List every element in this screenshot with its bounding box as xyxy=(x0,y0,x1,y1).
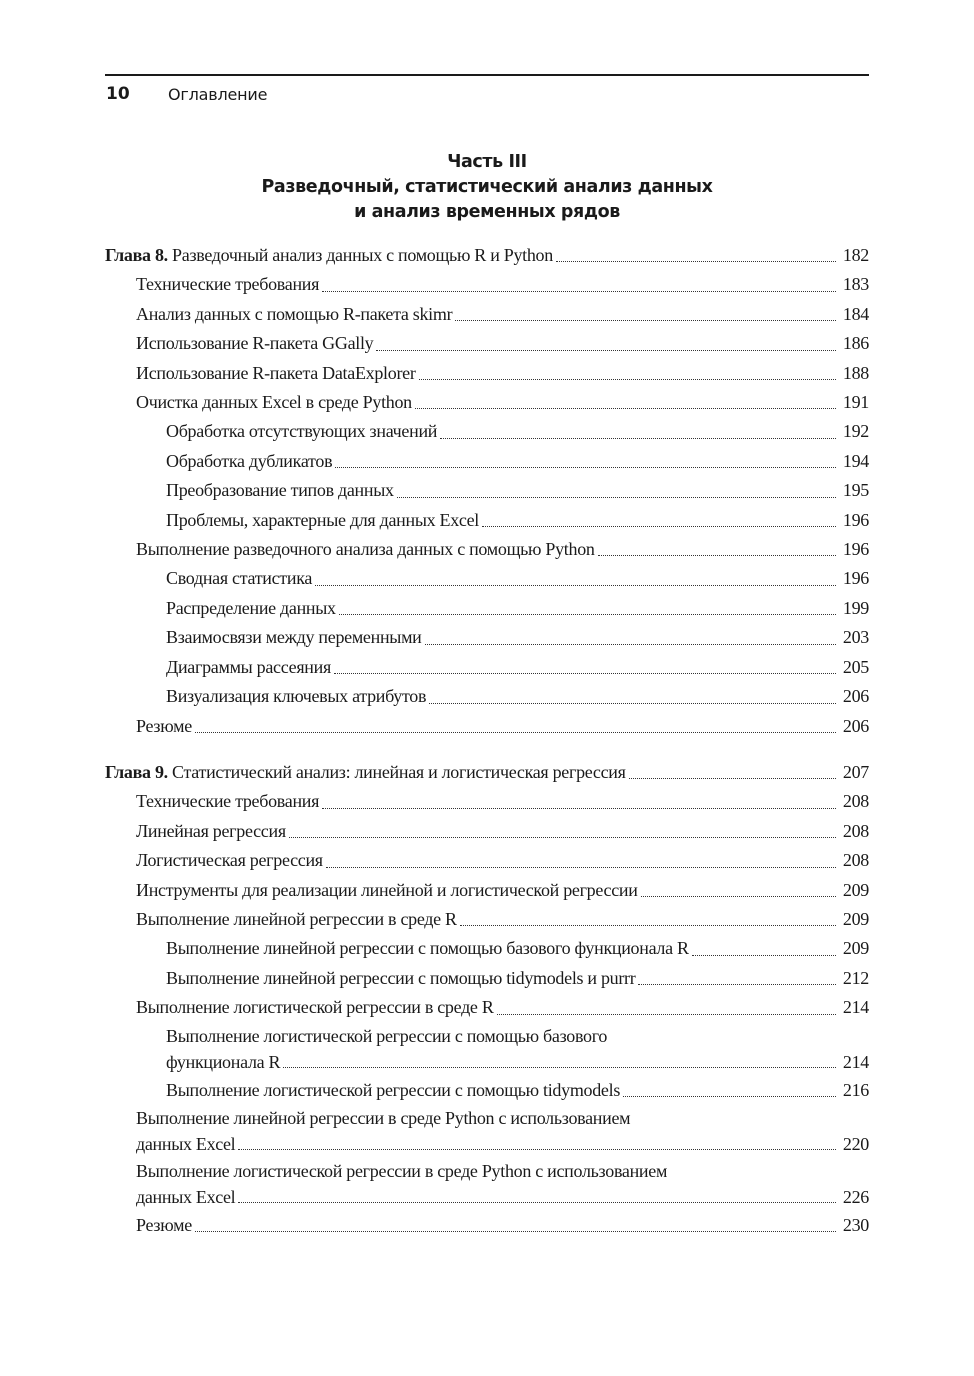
entry-text: Технические требования xyxy=(136,787,320,816)
toc-chapter-entry[interactable] xyxy=(105,758,869,787)
toc-entry[interactable] xyxy=(105,329,869,358)
page-ref: 209 xyxy=(842,908,869,929)
chapter-title-text: Разведочный анализ данных с помощью R и Python xyxy=(172,245,553,265)
chapter-title xyxy=(105,758,627,787)
entry-second-line xyxy=(136,1184,869,1211)
entry-text: Линейная регрессия xyxy=(136,817,287,846)
toc-entry[interactable] xyxy=(105,905,869,934)
entry-text: Выполнение разведочного анализа данных с помощью Python xyxy=(136,535,596,564)
entry-text: Сводная статистика xyxy=(166,564,313,593)
entry-text: Резюме xyxy=(136,712,193,741)
toc-entry[interactable] xyxy=(105,359,869,388)
entry-text: Очистка данных Excel в среде Python xyxy=(136,388,413,417)
entry-text: Диаграммы рассеяния xyxy=(166,653,332,682)
running-title: Оглавление xyxy=(168,84,268,104)
dot-leader xyxy=(376,329,836,358)
dot-leader xyxy=(497,993,836,1022)
dot-leader xyxy=(322,787,836,816)
entry-second-line xyxy=(136,1131,869,1158)
dot-leader xyxy=(556,241,836,270)
page-ref: 196 xyxy=(842,568,869,589)
toc-chapter-entry[interactable] xyxy=(105,241,869,270)
toc-entry[interactable] xyxy=(105,682,869,711)
entry-text: Выполнение линейной регрессии с помощью базового функционала R xyxy=(166,934,690,963)
entry-second-line xyxy=(166,1049,869,1076)
entry-text: Выполнение логистической регрессии с помощью tidymodels xyxy=(166,1076,621,1105)
entry-text: Резюме xyxy=(136,1211,193,1240)
dot-leader xyxy=(339,594,836,623)
toc-entry[interactable] xyxy=(105,876,869,905)
page-ref: 195 xyxy=(842,480,869,501)
dot-leader xyxy=(440,417,836,446)
page-ref: 188 xyxy=(842,362,869,383)
toc-entry[interactable] xyxy=(105,817,869,846)
running-head xyxy=(106,82,267,106)
entry-text-line-2: функционала R xyxy=(166,1049,281,1076)
dot-leader xyxy=(460,905,836,934)
toc-entry[interactable] xyxy=(105,1023,869,1076)
part-label: Часть III xyxy=(447,152,527,172)
dot-leader xyxy=(629,758,836,787)
dot-leader xyxy=(322,270,836,299)
page-ref: 183 xyxy=(842,274,869,295)
toc-entry[interactable] xyxy=(105,535,869,564)
toc-entry[interactable] xyxy=(105,993,869,1022)
page-ref: 208 xyxy=(842,850,869,871)
toc-entry[interactable] xyxy=(105,623,869,652)
dot-leader xyxy=(238,1131,836,1158)
entry-text-line-1: Выполнение логистической регрессии с помощью базового xyxy=(166,1025,608,1046)
page-ref: 196 xyxy=(842,539,869,560)
toc-entry[interactable] xyxy=(105,388,869,417)
page-ref: 206 xyxy=(842,686,869,707)
entry-text-line-2: данных Excel xyxy=(136,1184,236,1211)
dot-leader xyxy=(425,623,837,652)
page-ref: 207 xyxy=(842,761,869,782)
page-ref: 206 xyxy=(842,715,869,736)
dot-leader xyxy=(692,934,836,963)
dot-leader xyxy=(335,447,836,476)
entry-text: Использование R-пакета GGally xyxy=(136,329,374,358)
entry-text-line-2: данных Excel xyxy=(136,1131,236,1158)
toc-entry[interactable] xyxy=(105,1076,869,1105)
part-title-line-1: Разведочный, статистический анализ данных xyxy=(261,177,713,197)
dot-leader xyxy=(429,682,836,711)
page-ref: 186 xyxy=(842,333,869,354)
page-ref: 199 xyxy=(842,597,869,618)
entry-text: Взаимосвязи между переменными xyxy=(166,623,423,652)
entry-text: Технические требования xyxy=(136,270,320,299)
page-ref: 208 xyxy=(842,820,869,841)
toc-entry[interactable] xyxy=(105,594,869,623)
dot-leader xyxy=(326,846,836,875)
entry-text: Инструменты для реализации линейной и логистической регрессии xyxy=(136,876,639,905)
toc-entry[interactable] xyxy=(105,934,869,963)
toc-entry[interactable] xyxy=(105,846,869,875)
entry-text: Выполнение линейной регрессии с помощью tidymodels и purrr xyxy=(166,964,636,993)
entry-text-line-1: Выполнение линейной регрессии в среде Python с использованием xyxy=(136,1107,631,1128)
chapter-title-text: Статистический анализ: линейная и логистическая регрессия xyxy=(172,761,626,782)
dot-leader xyxy=(238,1184,836,1211)
page-ref: 230 xyxy=(842,1214,869,1235)
dot-leader xyxy=(195,1211,836,1240)
toc-entry[interactable] xyxy=(105,506,869,535)
dot-leader xyxy=(638,964,836,993)
toc-entry[interactable] xyxy=(105,964,869,993)
entry-text: Использование R-пакета DataExplorer xyxy=(136,359,417,388)
entry-text: Выполнение логистической регрессии в среде R xyxy=(136,993,495,1022)
page-ref: 226 xyxy=(842,1186,869,1207)
entry-text: Обработка отсутствующих значений xyxy=(166,417,438,446)
dot-leader xyxy=(397,476,836,505)
toc-entry[interactable] xyxy=(105,1158,869,1211)
dot-leader xyxy=(641,876,836,905)
dot-leader xyxy=(623,1076,836,1105)
table-of-contents xyxy=(105,241,869,1240)
header-rule xyxy=(105,74,869,76)
toc-entry[interactable] xyxy=(105,417,869,446)
toc-entry[interactable] xyxy=(105,476,869,505)
dot-leader xyxy=(195,712,836,741)
page-ref: 209 xyxy=(842,938,869,959)
entry-text: Обработка дубликатов xyxy=(166,447,333,476)
entry-text: Распределение данных xyxy=(166,594,337,623)
entry-text: Преобразование типов данных xyxy=(166,476,395,505)
page-ref: 184 xyxy=(842,303,869,324)
entry-text: Выполнение линейной регрессии в среде R xyxy=(136,905,458,934)
page-ref: 212 xyxy=(842,967,869,988)
entry-text: Проблемы, характерные для данных Excel xyxy=(166,506,480,535)
part-title-line-2: и анализ временных рядов xyxy=(354,202,620,222)
dot-leader xyxy=(415,388,836,417)
entry-text: Анализ данных с помощью R-пакета skimr xyxy=(136,300,453,329)
toc-entry[interactable] xyxy=(105,447,869,476)
chapter-label: Глава 8. xyxy=(105,245,168,265)
page-ref: 214 xyxy=(842,1051,869,1072)
page-ref: 192 xyxy=(842,421,869,442)
toc-entry[interactable] xyxy=(105,1211,869,1240)
dot-leader xyxy=(334,653,836,682)
page-ref: 203 xyxy=(842,627,869,648)
chapter-title xyxy=(105,241,554,270)
toc-entry[interactable] xyxy=(105,300,869,329)
page-ref: 216 xyxy=(842,1079,869,1100)
dot-leader xyxy=(482,506,836,535)
page-number: 10 xyxy=(106,84,130,104)
toc-entry[interactable] xyxy=(105,787,869,816)
page-ref: 196 xyxy=(842,509,869,530)
page-ref: 182 xyxy=(842,245,869,265)
toc-entry[interactable] xyxy=(105,270,869,299)
toc-entry[interactable] xyxy=(105,712,869,741)
page-ref: 194 xyxy=(842,450,869,471)
dot-leader xyxy=(419,359,836,388)
page-ref: 208 xyxy=(842,791,869,812)
dot-leader xyxy=(315,564,836,593)
toc-entry[interactable] xyxy=(105,564,869,593)
toc-entry[interactable] xyxy=(105,1105,869,1158)
entry-text: Визуализация ключевых атрибутов xyxy=(166,682,427,711)
part-heading xyxy=(105,150,869,225)
dot-leader xyxy=(289,817,836,846)
dot-leader xyxy=(283,1049,836,1076)
page-ref: 205 xyxy=(842,656,869,677)
dot-leader xyxy=(598,535,836,564)
entry-text-line-1: Выполнение логистической регрессии в среде Python с использованием xyxy=(136,1160,668,1181)
page-ref: 220 xyxy=(842,1133,869,1154)
entry-text: Логистическая регрессия xyxy=(136,846,324,875)
page-ref: 214 xyxy=(842,997,869,1018)
dot-leader xyxy=(455,300,836,329)
page-ref: 209 xyxy=(842,879,869,900)
chapter-label: Глава 9. xyxy=(105,761,168,782)
page-ref: 191 xyxy=(842,392,869,413)
toc-entry[interactable] xyxy=(105,653,869,682)
